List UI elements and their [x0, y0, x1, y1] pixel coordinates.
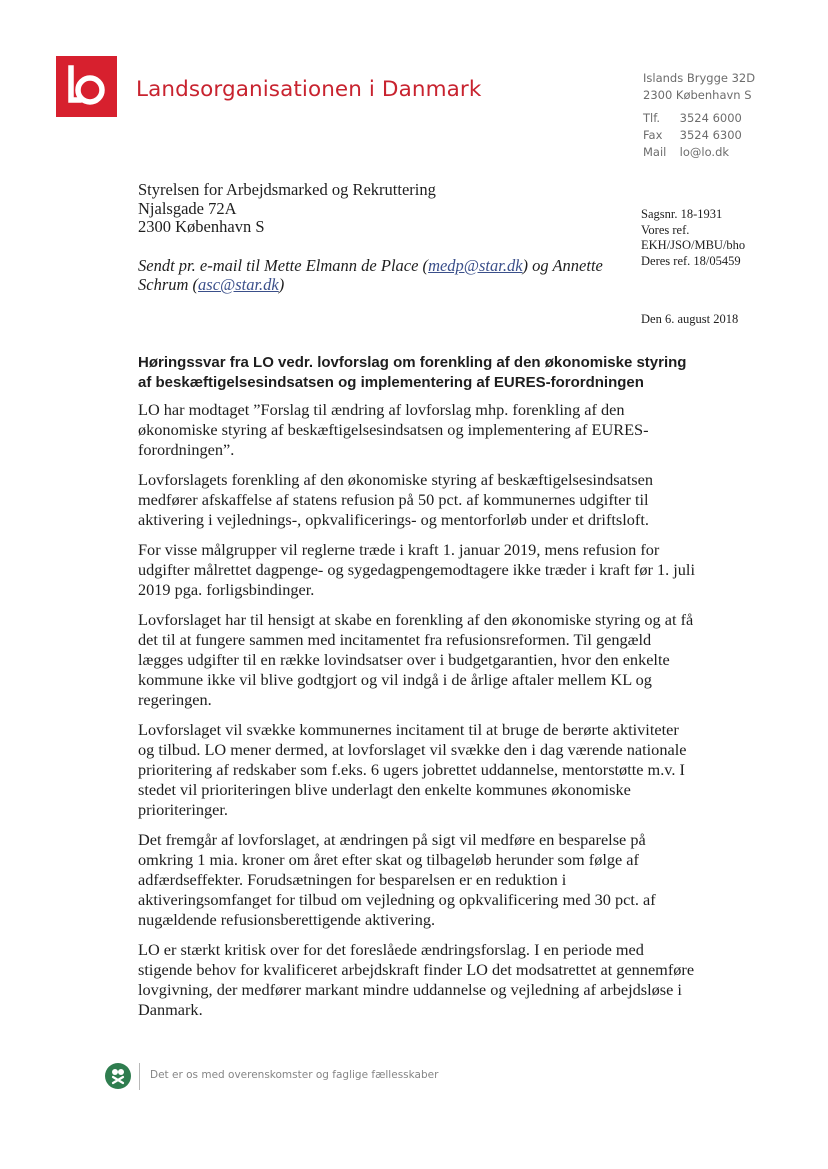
sent-middle: ) og Annette Schrum ( [138, 256, 603, 294]
body-paragraph: Lovforslagets forenkling af den økonomiske styring af beskæftigelsesindsatsen medfører afskaffelse af statens refusion på 50 pct. af kommunernes udgifter til aktivering i vejlednings-, opkvalificerings- og mentorforløb under et driftsloft. [138, 470, 654, 529]
footer-tagline: Det er os med overenskomster og faglige fællesskaber [150, 1069, 439, 1081]
lo-logo [56, 56, 117, 117]
mail-address: lo@lo.dk [679, 145, 730, 159]
our-ref-label: Vores ref. [641, 222, 690, 237]
body-paragraph: Lovforslaget vil svække kommunernes incitament til at bruge de berørte aktiviteter og tilbud. LO mener dermed, at lovforslaget vil svække den i dag værende nationale prioritering af redskaber som f.eks. 6 ugers jobrettet uddannelse, mentorstøtte m.v. I stedet vil prioriteringen blive underlagt den enkelte kommunes økonomiske prioriteringer. [138, 720, 687, 819]
reference-block [641, 207, 745, 269]
case-number: Sagsnr. 18-1931 [641, 207, 723, 221]
phone-line [643, 110, 742, 127]
sender-address [643, 70, 755, 104]
recipient-name: Styrelsen for Arbejdsmarked og Rekruttering [138, 180, 436, 199]
mail-line [643, 144, 742, 161]
recipient-street: Njalsgade 72A [138, 198, 237, 218]
body-paragraph: Lovforslaget har til hensigt at skabe en forenkling af den økonomiske styring og at få det til at fungere sammen med incitamentet fra refusionsreformen. Til gengæld lægges udgifter til en række lovindsatser over i budgetgarantien, hvor den enkelte kommune ikke vil blive godtgjort og vil indgå i de årlige aftaler mellem KL og regeringen. [138, 610, 694, 709]
email-link-asc[interactable]: asc@star.dk [198, 275, 279, 294]
recipient-block [138, 181, 436, 237]
sender-contact [643, 110, 742, 161]
sent-prefix: Sendt pr. e-mail til Mette Elmann de Place ( [138, 256, 429, 275]
letter-body [138, 400, 698, 1030]
letter-subject: Høringssvar fra LO vedr. lovforslag om forenkling af den økonomiske styring af beskæftigelsesindsatsen og implementering af EURES-forordningen [138, 354, 687, 391]
fax-number: 3524 6300 [679, 128, 742, 142]
footer-divider [139, 1063, 140, 1090]
body-paragraph: LO er stærkt kritisk over for det foreslåede ændringsforslag. I en periode med stigende behov for kvalificeret arbejdskraft finder LO det modsatrettet at gennemføre lovgivning, der medfører markant mindre uddannelse og vejledning af arbejdsløse i Danmark. [138, 940, 695, 1019]
address-line: 2300 København S [643, 88, 752, 102]
people-icon [105, 1063, 131, 1089]
fax-label: Fax [643, 128, 663, 142]
address-line: Islands Brygge 32D [643, 71, 756, 85]
sent-via-email-note [138, 256, 618, 294]
our-ref-value: EKH/JSO/MBU/bho [641, 238, 746, 252]
phone-number: 3524 6000 [679, 111, 742, 125]
body-paragraph: Det fremgår af lovforslaget, at ændringen på sigt vil medføre en besparelse på omkring 1 mia. kroner om året efter skat og tilbageløb herunder som følge af adfærdseffekter. Forudsætningen for besparelsen er en reduktion i aktiveringsomfanget for tilbud om vejledning og opkvalificering med 30 pct. af nugældende refusionsberettigende aktivering. [138, 830, 656, 929]
sent-suffix: ) [278, 275, 285, 294]
phone-label: Tlf. [643, 111, 661, 125]
recipient-city: 2300 København S [138, 217, 265, 236]
organization-name: Landsorganisationen i Danmark [136, 77, 482, 102]
letter-date: Den 6. august 2018 [641, 312, 739, 326]
mail-label: Mail [643, 145, 667, 159]
email-link-medp[interactable]: medp@star.dk [428, 256, 523, 275]
fax-line [643, 127, 742, 144]
body-paragraph: LO har modtaget ”Forslag til ændring af lovforslag mhp. forenkling af den økonomiske styring af beskæftigelsesindsatsen og implementering af EURES-forordningen”. [138, 400, 649, 459]
your-ref: Deres ref. 18/05459 [641, 253, 741, 268]
body-paragraph: For visse målgrupper vil reglerne træde i kraft 1. januar 2019, mens refusion for udgifter målrettet dagpenge- og sygedagpengemodtagere ikke træder i kraft før 1. juli 2019 pga. forligsbindinger. [138, 540, 695, 599]
